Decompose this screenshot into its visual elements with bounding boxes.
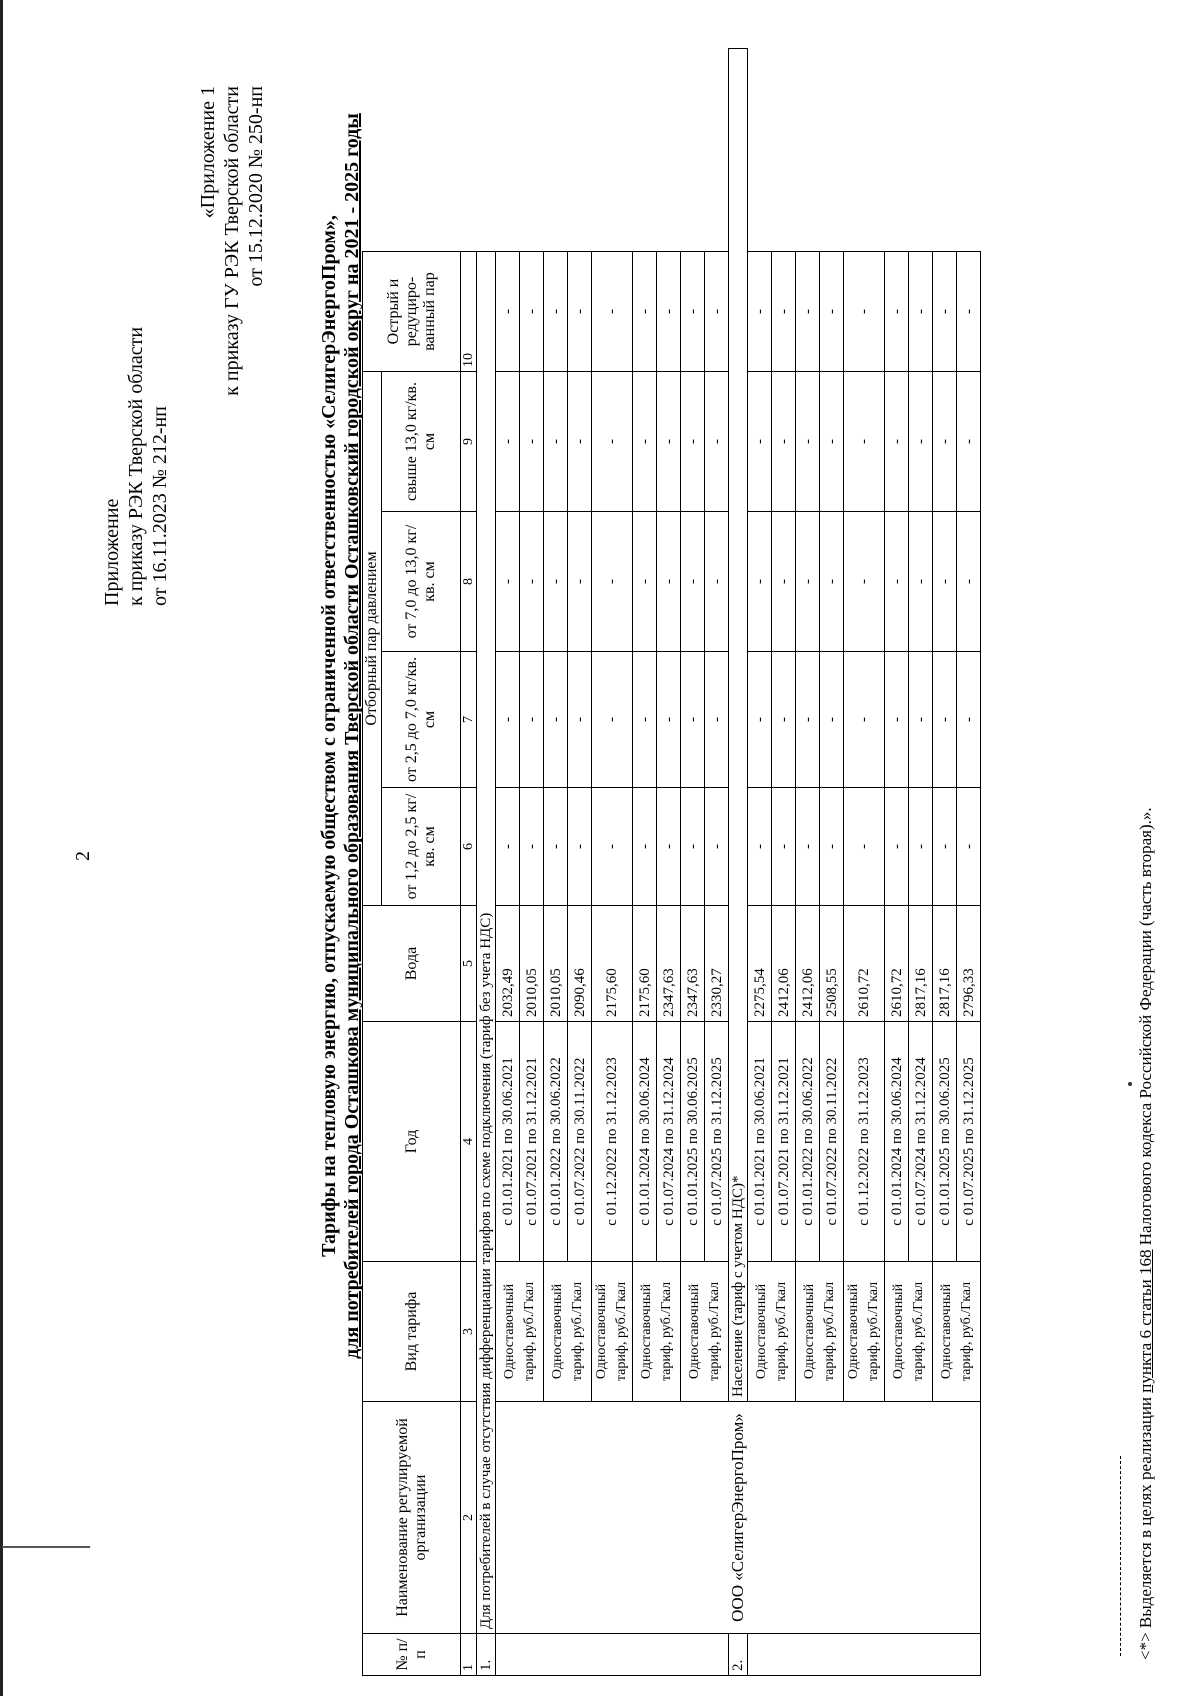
period-cell: с 01.07.2024 по 31.12.2024	[657, 1022, 681, 1262]
empty-tariff-cell: -	[748, 252, 772, 372]
empty-tariff-cell: -	[592, 512, 633, 652]
empty-tariff-cell: -	[592, 788, 633, 906]
empty-tariff-cell: -	[957, 788, 981, 906]
period-cell: с 01.01.2025 по 30.06.2025	[681, 1022, 705, 1262]
approval-line: к приказу РЭК Тверской области	[125, 326, 147, 606]
column-index: 6	[461, 788, 477, 906]
empty-tariff-cell: -	[633, 652, 657, 788]
empty-tariff-cell: -	[772, 512, 796, 652]
empty-tariff-cell: -	[933, 252, 957, 372]
column-index: 5	[461, 906, 477, 1022]
water-tariff-cell: 2610,72	[885, 906, 909, 1022]
empty-tariff-cell: -	[844, 512, 885, 652]
header-pressure-2: от 2,5 до 7,0 кг/кв. см	[382, 652, 461, 788]
empty-tariff-cell: -	[496, 372, 520, 512]
period-cell: с 01.12.2022 по 31.12.2023	[844, 1022, 885, 1262]
water-tariff-cell: 2010,05	[544, 906, 568, 1022]
water-tariff-cell: 2508,55	[820, 906, 844, 1022]
empty-tariff-cell: -	[844, 252, 885, 372]
empty-tariff-cell: -	[568, 252, 592, 372]
period-cell: с 01.01.2025 по 30.06.2025	[933, 1022, 957, 1262]
empty-tariff-cell: -	[820, 652, 844, 788]
title-line: для потребителей города Осташкова муниципального образования Тверской области Осташковский городской округ на 2021 - 2025 годы	[341, 113, 363, 1359]
column-index: 2	[461, 1402, 477, 1634]
approval-block-new	[100, 327, 172, 606]
approval-line: от 15.12.2020 № 250-нп	[245, 86, 267, 287]
approval-line: «Приложение 1	[197, 86, 219, 219]
empty-tariff-cell: -	[909, 252, 933, 372]
empty-tariff-cell: -	[705, 372, 729, 512]
water-tariff-cell: 2330,27	[705, 906, 729, 1022]
tariff-kind: Одноставочный тариф, руб./Гкал	[885, 1262, 933, 1402]
empty-tariff-cell: -	[820, 512, 844, 652]
period-cell: с 01.07.2024 по 31.12.2024	[909, 1022, 933, 1262]
empty-tariff-cell: -	[657, 252, 681, 372]
header-pressure-1: от 1,2 до 2,5 кг/кв. см	[382, 788, 461, 906]
empty-tariff-cell: -	[844, 788, 885, 906]
header-org: Наименование регулируемой организации	[363, 1402, 461, 1634]
approval-block-old	[196, 86, 268, 606]
empty-tariff-cell: -	[568, 372, 592, 512]
section-number: 2.	[729, 1634, 748, 1676]
empty-tariff-cell: -	[957, 372, 981, 512]
empty-tariff-cell: -	[772, 652, 796, 788]
column-index: 7	[461, 652, 477, 788]
empty-tariff-cell: -	[681, 788, 705, 906]
column-index: 10	[461, 252, 477, 372]
empty-tariff-cell: -	[796, 788, 820, 906]
table-row	[496, 49, 520, 1676]
row-number-cell	[496, 1634, 729, 1676]
period-cell: с 01.07.2021 по 31.12.2021	[772, 1022, 796, 1262]
empty-tariff-cell: -	[957, 652, 981, 788]
water-tariff-cell: 2347,63	[657, 906, 681, 1022]
column-index: 9	[461, 372, 477, 512]
empty-tariff-cell: -	[820, 788, 844, 906]
empty-tariff-cell: -	[796, 252, 820, 372]
column-index-row	[461, 49, 477, 1676]
approval-line: Приложение	[101, 498, 123, 606]
empty-tariff-cell: -	[544, 652, 568, 788]
empty-tariff-cell: -	[705, 252, 729, 372]
empty-tariff-cell: -	[633, 788, 657, 906]
water-tariff-cell: 2032,49	[496, 906, 520, 1022]
section-title: Для потребителей в случае отсутствия дифференциации тарифов по схеме подключения (тариф без учета НДС)	[477, 252, 496, 1634]
water-tariff-cell: 2412,06	[772, 906, 796, 1022]
water-tariff-cell: 2817,16	[933, 906, 957, 1022]
water-tariff-cell: 2796,33	[957, 906, 981, 1022]
empty-tariff-cell: -	[681, 652, 705, 788]
empty-tariff-cell: -	[657, 788, 681, 906]
water-tariff-cell: 2175,60	[633, 906, 657, 1022]
empty-tariff-cell: -	[796, 372, 820, 512]
tariff-kind: Одноставочный тариф, руб./Гкал	[844, 1262, 885, 1402]
empty-tariff-cell: -	[844, 652, 885, 788]
water-tariff-cell: 2175,60	[592, 906, 633, 1022]
empty-tariff-cell: -	[909, 512, 933, 652]
empty-tariff-cell: -	[544, 512, 568, 652]
period-cell: с 01.07.2022 по 30.11.2022	[568, 1022, 592, 1262]
table-body	[477, 49, 981, 1676]
empty-tariff-cell: -	[885, 512, 909, 652]
water-tariff-cell: 2347,63	[681, 906, 705, 1022]
document-title	[318, 76, 364, 1396]
header-pressure-3: от 7,0 до 13,0 кг/кв. см	[382, 512, 461, 652]
header-year: Год	[363, 1022, 461, 1262]
organization-name: ООО «СелигерЭнергоПром»	[496, 1402, 981, 1634]
footnote	[1136, 807, 1156, 1660]
empty-tariff-cell: -	[681, 372, 705, 512]
empty-tariff-cell: -	[885, 372, 909, 512]
empty-tariff-cell: -	[520, 512, 544, 652]
empty-tariff-cell: -	[748, 652, 772, 788]
section-number: 1.	[477, 1634, 496, 1676]
empty-tariff-cell: -	[568, 652, 592, 788]
header-steam-group: Отборный пар давлением	[363, 372, 382, 906]
empty-tariff-cell: -	[520, 252, 544, 372]
period-cell: с 01.01.2024 по 30.06.2024	[633, 1022, 657, 1262]
empty-tariff-cell: -	[933, 372, 957, 512]
water-tariff-cell: 2412,06	[796, 906, 820, 1022]
empty-tariff-cell: -	[909, 372, 933, 512]
header-no: № п/ п	[363, 1634, 461, 1676]
period-cell: с 01.07.2025 по 31.12.2025	[957, 1022, 981, 1262]
column-index: 4	[461, 1022, 477, 1262]
empty-tariff-cell: -	[957, 512, 981, 652]
empty-tariff-cell: -	[544, 788, 568, 906]
tariff-kind: Одноставочный тариф, руб./Гкал	[496, 1262, 544, 1402]
footnote-law-link: пункта 6 статьи 168	[1136, 1249, 1155, 1393]
period-cell: с 01.01.2022 по 30.06.2022	[544, 1022, 568, 1262]
approval-line: к приказу ГУ РЭК Тверской области	[221, 86, 243, 396]
footnote-text-end: Налогового кодекса Российской Федерации (часть вторая).».	[1136, 807, 1155, 1250]
tariff-kind: Одноставочный тариф, руб./Гкал	[544, 1262, 592, 1402]
empty-tariff-cell: -	[592, 252, 633, 372]
empty-tariff-cell: -	[657, 372, 681, 512]
period-cell: с 01.01.2021 по 30.06.2021	[496, 1022, 520, 1262]
header-water: Вода	[363, 906, 461, 1022]
empty-tariff-cell: -	[633, 252, 657, 372]
section-title: Население (тариф с учетом НДС)*	[729, 49, 748, 1402]
tariff-kind: Одноставочный тариф, руб./Гкал	[748, 1262, 796, 1402]
tariff-kind: Одноставочный тариф, руб./Гкал	[796, 1262, 844, 1402]
tariff-kind: Одноставочный тариф, руб./Гкал	[592, 1262, 633, 1402]
empty-tariff-cell: -	[657, 652, 681, 788]
empty-tariff-cell: -	[633, 372, 657, 512]
empty-tariff-cell: -	[496, 252, 520, 372]
water-tariff-cell: 2610,72	[844, 906, 885, 1022]
tariff-kind: Одноставочный тариф, руб./Гкал	[681, 1262, 729, 1402]
empty-tariff-cell: -	[633, 512, 657, 652]
header-pressure-4: свыше 13,0 кг/кв. см	[382, 372, 461, 512]
empty-tariff-cell: -	[657, 512, 681, 652]
water-tariff-cell: 2817,16	[909, 906, 933, 1022]
empty-tariff-cell: -	[957, 252, 981, 372]
water-tariff-cell: 2010,05	[520, 906, 544, 1022]
empty-tariff-cell: -	[705, 788, 729, 906]
title-line: Тарифы на тепловую энергию, отпускаемую обществом с ограниченной ответственностью «СелигерЭнергоПром»,	[318, 215, 340, 1257]
header-kind: Вид тарифа	[363, 1262, 461, 1402]
empty-tariff-cell: -	[544, 372, 568, 512]
period-cell: с 01.07.2025 по 31.12.2025	[705, 1022, 729, 1262]
row-number-cell	[748, 1634, 981, 1676]
section-row	[477, 49, 496, 1676]
empty-tariff-cell: -	[520, 788, 544, 906]
water-tariff-cell: 2090,46	[568, 906, 592, 1022]
empty-tariff-cell: -	[496, 788, 520, 906]
period-cell: с 01.01.2024 по 30.06.2024	[885, 1022, 909, 1262]
empty-tariff-cell: -	[748, 372, 772, 512]
empty-tariff-cell: -	[772, 788, 796, 906]
empty-tariff-cell: -	[544, 252, 568, 372]
header-sharp-steam: Острый и редуциро-ванный пар	[363, 252, 461, 372]
empty-tariff-cell: -	[748, 788, 772, 906]
water-tariff-cell: 2275,54	[748, 906, 772, 1022]
tariff-kind: Одноставочный тариф, руб./Гкал	[933, 1262, 981, 1402]
empty-tariff-cell: -	[772, 372, 796, 512]
footnote-text: <*> Выделяется в целях реализации	[1136, 1392, 1155, 1660]
period-cell: с 01.12.2022 по 31.12.2023	[592, 1022, 633, 1262]
tariff-kind: Одноставочный тариф, руб./Гкал	[633, 1262, 681, 1402]
empty-tariff-cell: -	[705, 652, 729, 788]
page-number: 2	[72, 851, 94, 861]
empty-tariff-cell: -	[885, 252, 909, 372]
empty-tariff-cell: -	[748, 512, 772, 652]
empty-tariff-cell: -	[820, 252, 844, 372]
empty-tariff-cell: -	[909, 788, 933, 906]
empty-tariff-cell: -	[568, 512, 592, 652]
empty-tariff-cell: -	[885, 652, 909, 788]
column-index: 3	[461, 1262, 477, 1402]
footnote-separator	[1120, 1456, 1121, 1656]
column-index: 8	[461, 512, 477, 652]
empty-tariff-cell: -	[705, 512, 729, 652]
period-cell: с 01.01.2022 по 30.06.2022	[796, 1022, 820, 1262]
empty-tariff-cell: -	[820, 372, 844, 512]
empty-tariff-cell: -	[933, 512, 957, 652]
empty-tariff-cell: -	[592, 652, 633, 788]
empty-tariff-cell: -	[885, 788, 909, 906]
empty-tariff-cell: -	[496, 652, 520, 788]
empty-tariff-cell: -	[772, 252, 796, 372]
empty-tariff-cell: -	[933, 788, 957, 906]
empty-tariff-cell: -	[496, 512, 520, 652]
empty-tariff-cell: -	[592, 372, 633, 512]
tariff-table	[362, 48, 981, 1676]
empty-tariff-cell: -	[681, 252, 705, 372]
empty-tariff-cell: -	[681, 512, 705, 652]
empty-tariff-cell: -	[796, 512, 820, 652]
empty-tariff-cell: -	[844, 372, 885, 512]
empty-tariff-cell: -	[933, 652, 957, 788]
empty-tariff-cell: -	[909, 652, 933, 788]
approval-line: от 16.11.2023 № 212-нп	[149, 406, 171, 606]
column-index: 1	[461, 1634, 477, 1676]
period-cell: с 01.07.2022 по 30.11.2022	[820, 1022, 844, 1262]
empty-tariff-cell: -	[520, 652, 544, 788]
empty-tariff-cell: -	[568, 788, 592, 906]
period-cell: с 01.01.2021 по 30.06.2021	[748, 1022, 772, 1262]
empty-tariff-cell: -	[796, 652, 820, 788]
period-cell: с 01.07.2021 по 31.12.2021	[520, 1022, 544, 1262]
empty-tariff-cell: -	[520, 372, 544, 512]
